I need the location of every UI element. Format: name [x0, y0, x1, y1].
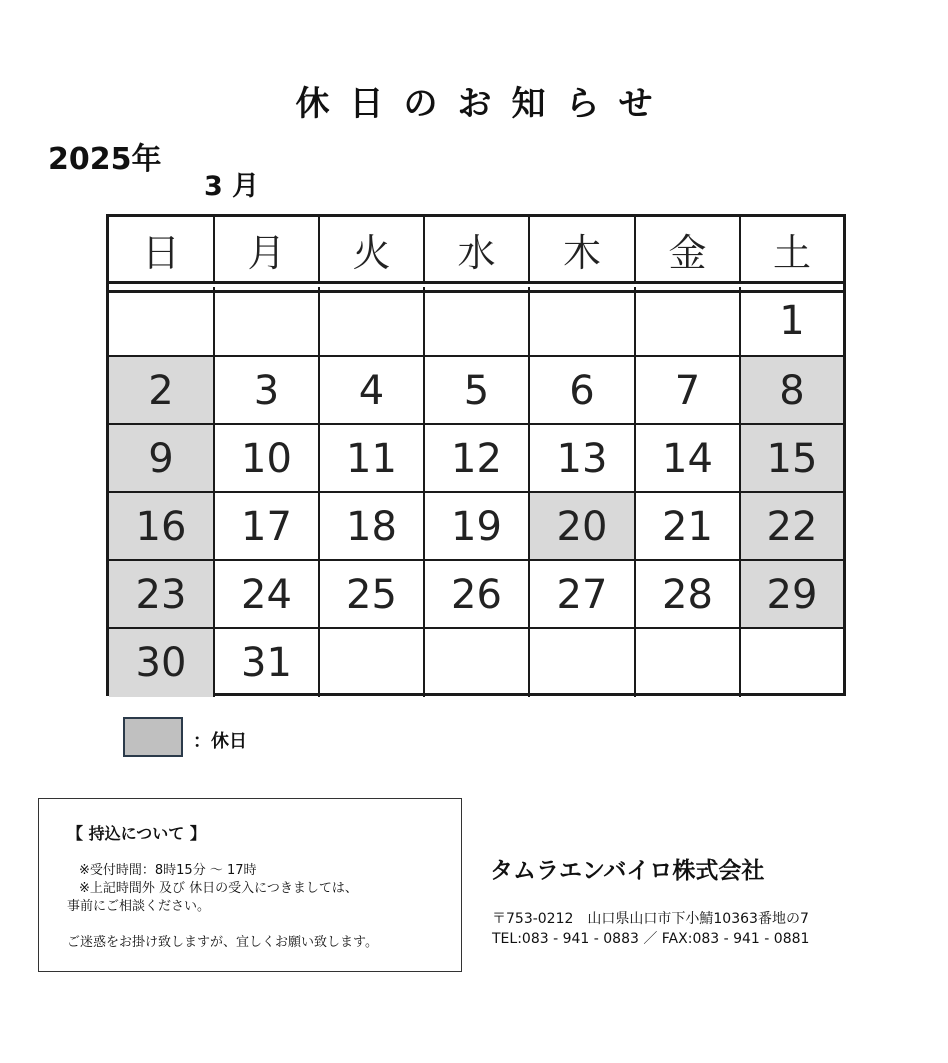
weekday-tue: 火 — [320, 217, 425, 281]
date-cell: 25 — [320, 561, 425, 629]
notice-line: 事前にご相談ください。 — [67, 899, 211, 914]
notice-line: ※受付時間：8時15分 ～ 17時 — [79, 863, 257, 878]
year-label: 2025年 — [48, 142, 162, 177]
holiday-legend-label: ：休日 — [193, 731, 247, 752]
date-cell: 7 — [636, 357, 741, 425]
date-cell: 24 — [215, 561, 320, 629]
holiday-date-cell: 16 — [109, 493, 215, 561]
date-cell: 11 — [320, 425, 425, 493]
month-label: 3 月 — [204, 171, 260, 202]
date-cell: 3 — [215, 357, 320, 425]
weekday-header-row — [109, 217, 843, 281]
calendar-week-row — [109, 491, 843, 561]
holiday-legend-swatch — [123, 717, 183, 757]
holiday-date-cell: 15 — [741, 425, 843, 493]
notice-line: ※上記時間外 及び 休日の受入につきましては、 — [79, 881, 358, 896]
empty-date-cell — [636, 287, 741, 355]
calendar-week-row — [109, 559, 843, 629]
holiday-date-cell: 8 — [741, 357, 843, 425]
date-cell: 12 — [425, 425, 530, 493]
holiday-date-cell: 2 — [109, 357, 215, 425]
calendar-week-row — [109, 627, 843, 697]
date-cell: 10 — [215, 425, 320, 493]
company-contact: TEL:083 - 941 - 0883 ／ FAX:083 - 941 - 0881 — [492, 931, 810, 947]
empty-date-cell — [320, 287, 425, 355]
date-cell: 19 — [425, 493, 530, 561]
calendar-week-row — [109, 287, 843, 355]
date-cell: 1 — [779, 298, 805, 344]
weekday-wed: 水 — [425, 217, 530, 281]
calendar — [106, 214, 846, 696]
date-cell: 14 — [636, 425, 741, 493]
date-cell: 18 — [320, 493, 425, 561]
company-name: タムラエンバイロ株式会社 — [490, 858, 765, 884]
weekday-thu: 木 — [530, 217, 636, 281]
date-cell: 5 — [425, 357, 530, 425]
holiday-date-cell: 30 — [109, 629, 215, 697]
date-cell: 6 — [530, 357, 636, 425]
empty-date-cell — [741, 629, 843, 697]
notice-box — [38, 798, 462, 972]
date-cell: 31 — [215, 629, 320, 697]
empty-date-cell — [636, 629, 741, 697]
holiday-date-cell: 23 — [109, 561, 215, 629]
calendar-week-row — [109, 355, 843, 425]
page-title: 休日のお知らせ — [295, 84, 673, 124]
date-cell: 27 — [530, 561, 636, 629]
date-cell: 26 — [425, 561, 530, 629]
calendar-week-row — [109, 423, 843, 493]
weekday-mon: 月 — [215, 217, 320, 281]
notice-heading: 【 持込について 】 — [67, 824, 206, 843]
empty-date-cell — [425, 629, 530, 697]
date-cell: 21 — [636, 493, 741, 561]
date-cell: 13 — [530, 425, 636, 493]
empty-date-cell — [425, 287, 530, 355]
empty-date-cell — [320, 629, 425, 697]
weekday-sat: 土 — [772, 230, 811, 275]
notice-line: ご迷惑をお掛け致しますが、宜しくお願い致します。 — [67, 935, 378, 950]
holiday-date-cell: 9 — [109, 425, 215, 493]
empty-date-cell — [530, 629, 636, 697]
date-cell: 28 — [636, 561, 741, 629]
holiday-date-cell: 29 — [741, 561, 843, 629]
empty-date-cell — [215, 287, 320, 355]
date-cell: 17 — [215, 493, 320, 561]
company-address: 〒753-0212 山口県山口市下小鯖10363番地の7 — [492, 911, 809, 927]
holiday-date-cell: 22 — [741, 493, 843, 561]
holiday-date-cell: 20 — [530, 493, 636, 561]
weekday-sun: 日 — [109, 217, 215, 281]
weekday-fri: 金 — [636, 217, 741, 281]
empty-date-cell — [109, 287, 215, 355]
date-cell: 4 — [320, 357, 425, 425]
empty-date-cell — [530, 287, 636, 355]
